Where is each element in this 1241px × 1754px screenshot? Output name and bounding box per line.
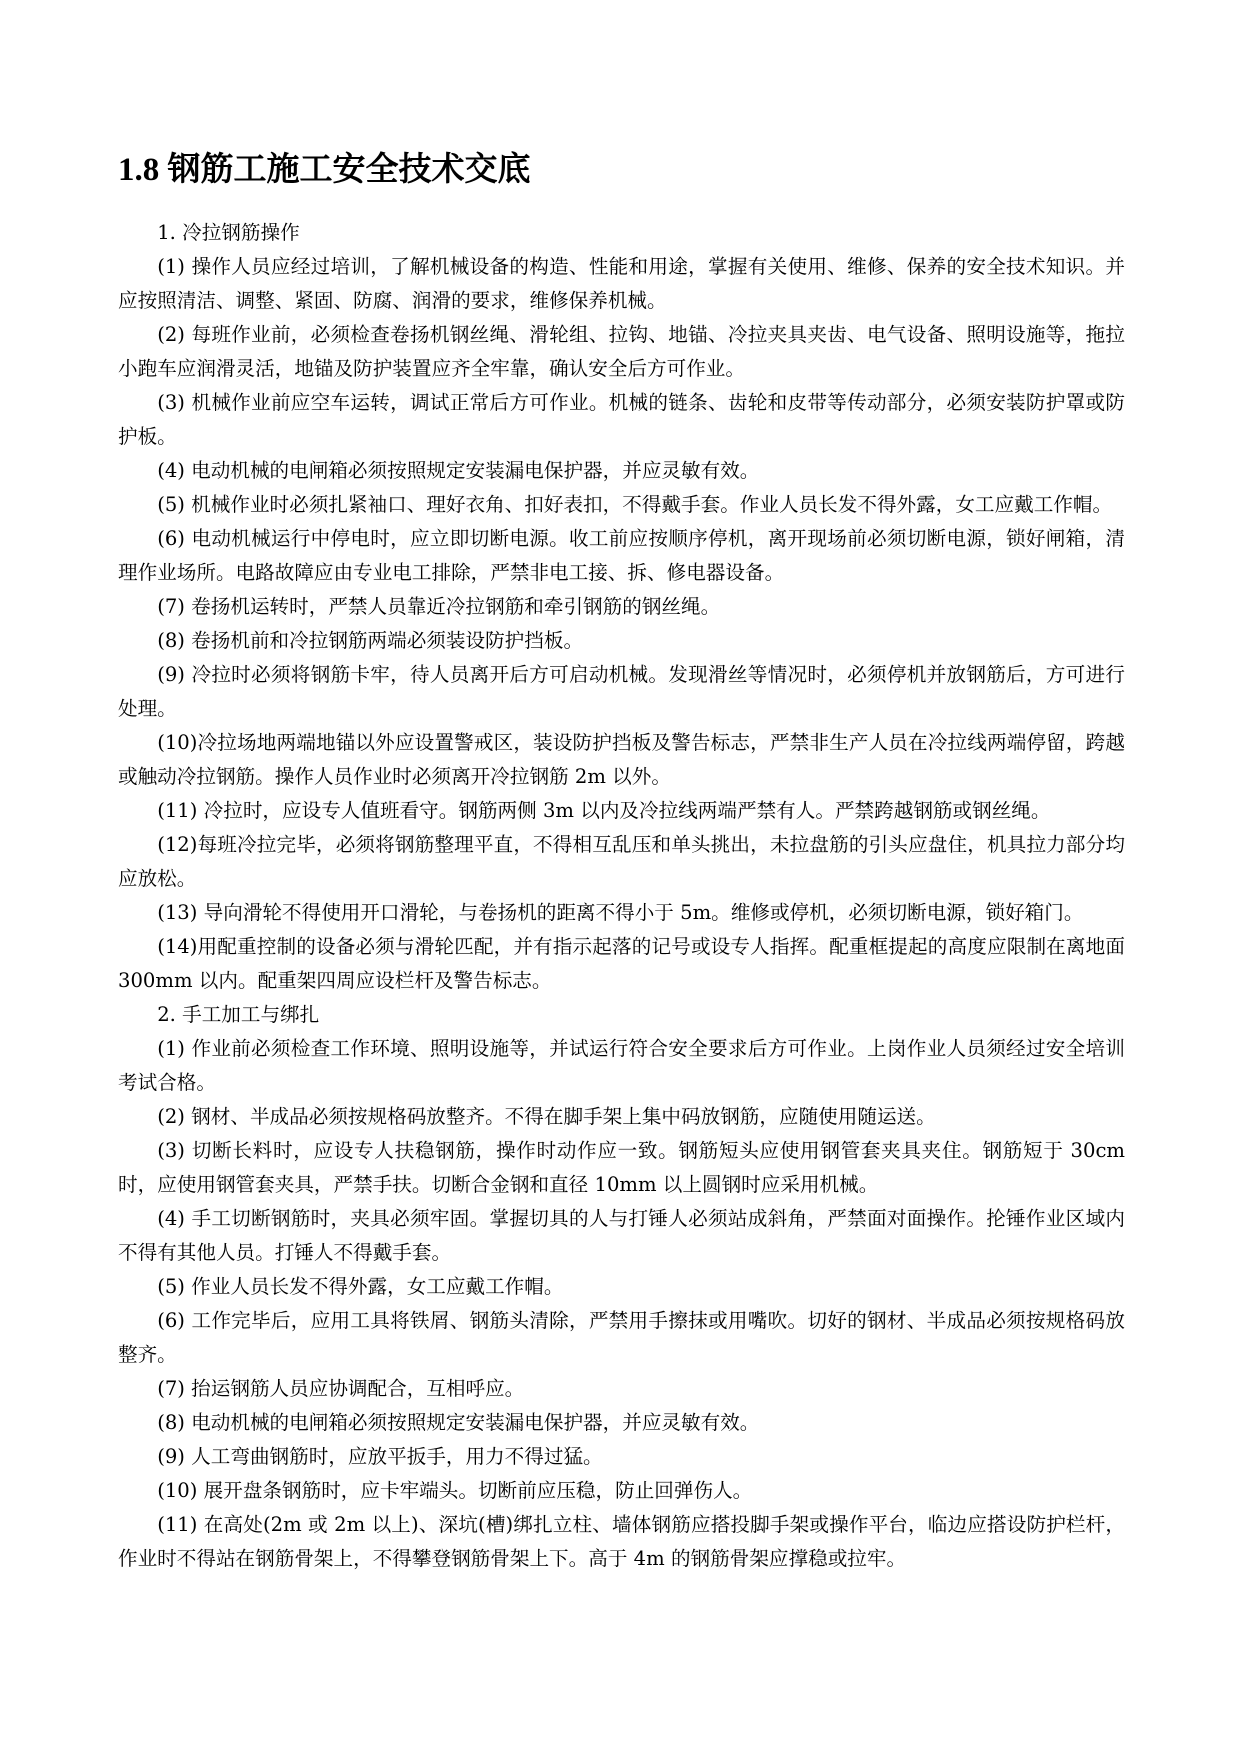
paragraph-item: (3) 切断长料时，应设专人扶稳钢筋，操作时动作应一致。钢筋短头应使用钢管套夹具夹住。钢筋短于 30cm 时，应使用钢管套夹具，严禁手扶。切断合金钢和直径 10mm 以上圆钢时应采用机械。 [118,1139,1125,1196]
paragraph-item: (7) 卷扬机运转时，严禁人员靠近冷拉钢筋和牵引钢筋的钢丝绳。 [157,595,721,618]
paragraph-item: (2) 钢材、半成品必须按规格码放整齐。不得在脚手架上集中码放钢筋，应随使用随运送。 [157,1105,936,1128]
paragraph-item: (3) 机械作业前应空车运转，调试正常后方可作业。机械的链条、齿轮和皮带等传动部分，必须安装防护罩或防护板。 [118,391,1125,448]
paragraph-item: (5) 作业人员长发不得外露，女工应戴工作帽。 [157,1275,564,1298]
paragraph-item: (12)每班冷拉完毕，必须将钢筋整理平直，不得相互乱压和单头挑出，未拉盘筋的引头应盘住，机具拉力部分均应放松。 [118,833,1125,890]
paragraph-item: (4) 手工切断钢筋时，夹具必须牢固。掌握切具的人与打锤人必须站成斜角，严禁面对面操作。抡锤作业区域内不得有其他人员。打锤人不得戴手套。 [118,1207,1125,1264]
paragraph-item: (8) 电动机械的电闸箱必须按照规定安装漏电保护器，并应灵敏有效。 [157,1411,760,1434]
paragraph-item: (6) 电动机械运行中停电时，应立即切断电源。收工前应按顺序停机，离开现场前必须切断电源，锁好闸箱，清理作业场所。电路故障应由专业电工排除，严禁非电工接、拆、修电器设备。 [118,527,1125,584]
paragraph-item: (9) 冷拉时必须将钢筋卡牢，待人员离开后方可启动机械。发现滑丝等情况时，必须停机并放钢筋后，方可进行处理。 [118,663,1125,720]
document-body [118,216,1125,1576]
paragraph-item: (6) 工作完毕后，应用工具将铁屑、钢筋头清除，严禁用手擦抹或用嘴吹。切好的钢材、半成品必须按规格码放整齐。 [118,1309,1125,1366]
paragraph-item: (14)用配重控制的设备必须与滑轮匹配，并有指示起落的记号或设专人指挥。配重框提起的高度应限制在离地面 300mm 以内。配重架四周应设栏杆及警告标志。 [118,935,1125,992]
paragraph-item: (9) 人工弯曲钢筋时，应放平扳手，用力不得过猛。 [157,1445,603,1468]
paragraph-item: (10) 展开盘条钢筋时，应卡牢端头。切断前应压稳，防止回弹伤人。 [157,1479,753,1502]
paragraph-item: (11) 冷拉时，应设专人值班看守。钢筋两侧 3m 以内及冷拉线两端严禁有人。严禁跨越钢筋或钢丝绳。 [157,799,1051,822]
paragraph-item: (8) 卷扬机前和冷拉钢筋两端必须装设防护挡板。 [157,629,584,652]
document-title: 1.8 钢筋工施工安全技术交底 [118,152,531,188]
document-page [118,150,1125,1576]
paragraph-item: (4) 电动机械的电闸箱必须按照规定安装漏电保护器，并应灵敏有效。 [157,459,760,482]
section-heading-manual-processing: 2. 手工加工与绑扎 [157,1003,320,1026]
paragraph-item: (1) 操作人员应经过培训，了解机械设备的构造、性能和用途，掌握有关使用、维修、保养的安全技术知识。并应按照清洁、调整、紧固、防腐、润滑的要求，维修保养机械。 [118,255,1125,312]
paragraph-item: (7) 抬运钢筋人员应协调配合，互相呼应。 [157,1377,525,1400]
paragraph-item: (1) 作业前必须检查工作环境、照明设施等，并试运行符合安全要求后方可作业。上岗作业人员须经过安全培训考试合格。 [118,1037,1125,1094]
paragraph-item: (2) 每班作业前，必须检查卷扬机钢丝绳、滑轮组、拉钩、地锚、冷拉夹具夹齿、电气设备、照明设施等，拖拉小跑车应润滑灵活，地锚及防护装置应齐全牢靠，确认安全后方可作业。 [118,323,1125,380]
paragraph-item: (5) 机械作业时必须扎紧袖口、理好衣角、扣好表扣，不得戴手套。作业人员长发不得外露，女工应戴工作帽。 [157,493,1113,516]
paragraph-item: (10)冷拉场地两端地锚以外应设置警戒区，装设防护挡板及警告标志，严禁非生产人员在冷拉线两端停留，跨越或触动冷拉钢筋。操作人员作业时必须离开冷拉钢筋 2m 以外。 [118,731,1125,788]
paragraph-item: (13) 导向滑轮不得使用开口滑轮，与卷扬机的距离不得小于 5m。维修或停机，必须切断电源，锁好箱门。 [157,901,1084,924]
section-heading-cold-drawing: 1. 冷拉钢筋操作 [157,221,300,244]
paragraph-item: (11) 在高处(2m 或 2m 以上)、深坑(槽)绑扎立柱、墙体钢筋应搭投脚手架或操作平台，临边应搭设防护栏杆，作业时不得站在钢筋骨架上，不得攀登钢筋骨架上下。高于 4m 的钢筋骨架应撑稳或拉牢。 [118,1513,1125,1570]
